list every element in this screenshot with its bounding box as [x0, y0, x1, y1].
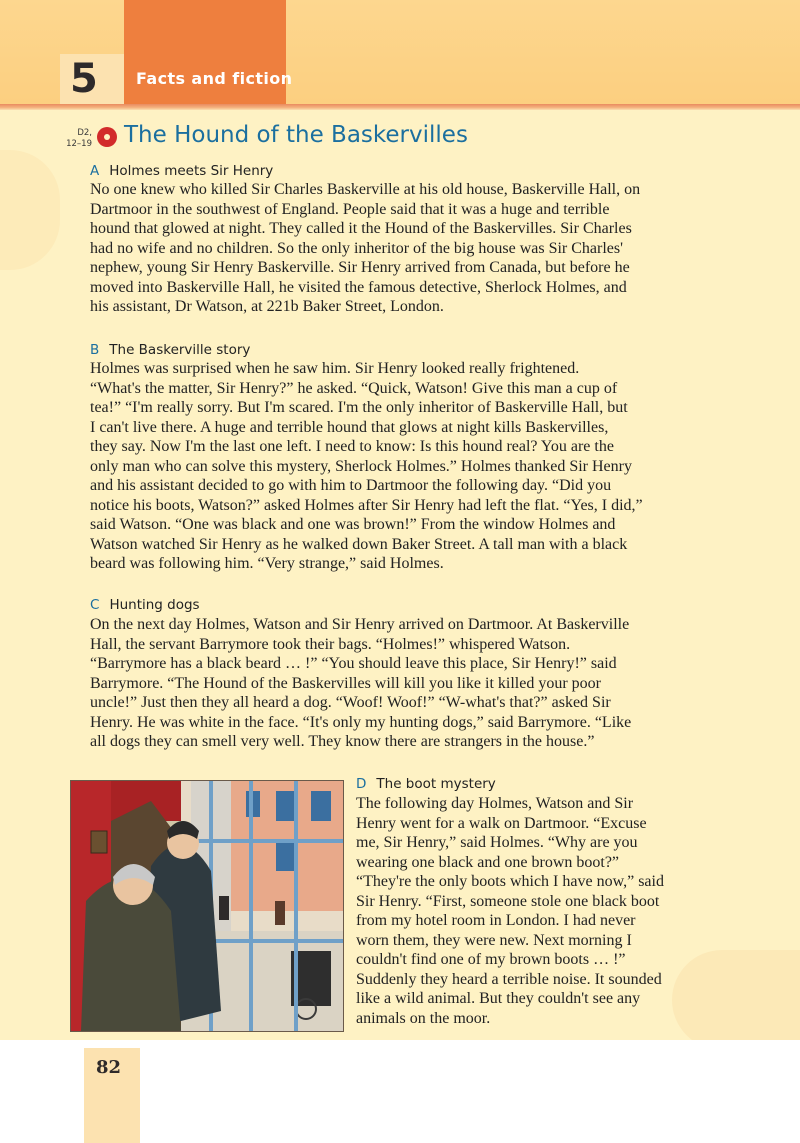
section-d-body	[356, 794, 716, 1028]
header-rule	[0, 104, 800, 110]
section-title: The boot mystery	[376, 776, 496, 792]
text-line: Sir Henry. “First, someone stole one black boot	[356, 892, 660, 910]
section-letter: B	[90, 342, 100, 358]
text-line: said Watson. “One was black and one was brown!” From the window Holmes and	[90, 516, 616, 533]
text-line: On the next day Holmes, Watson and Sir Henry arrived on Dartmoor. At Baskerville	[90, 616, 630, 633]
text-line: me, Sir Henry,” said Holmes. “Why are you	[356, 834, 638, 851]
section-title: The Baskerville story	[109, 342, 251, 358]
section-letter: D	[356, 776, 367, 792]
text-line: couldn't find one of my brown boots … !”	[356, 951, 626, 968]
chapter-title: Facts and fiction	[136, 69, 293, 88]
section-a-body	[90, 180, 740, 317]
section-a-heading	[90, 163, 273, 179]
text-line: Watson watched Sir Henry as he walked down Baker Street. A tall man with a black	[90, 535, 628, 553]
audio-disc: D2,	[77, 128, 92, 138]
text-line: like a wild animal. But they couldn't see any	[356, 990, 641, 1007]
section-title: Holmes meets Sir Henry	[109, 163, 274, 179]
text-line: nephew, young Sir Henry Baskerville. Sir Henry arrived from Canada, but before he	[90, 259, 630, 276]
text-line: “They're the only boots which I have now,” said	[356, 873, 664, 890]
text-line: they say. Now I'm the last one left. I need to know: Is this hound real? You are the	[90, 438, 614, 455]
audio-track-label	[58, 128, 92, 150]
text-line: Hall, the servant Barrymore took their bags. “Holmes!” whispered Watson.	[90, 635, 571, 653]
page-title: The Hound of the Baskervilles	[124, 122, 468, 148]
section-c-body	[90, 615, 740, 752]
decorative-horn-shape	[0, 150, 60, 270]
text-line: Henry went for a walk on Dartmoor. “Excuse	[356, 814, 647, 832]
section-letter: C	[90, 597, 100, 613]
text-line: Henry. He was white in the face. “It's only my hunting dogs,” said Barrymore. “Like	[90, 713, 632, 731]
illustration-holmes-watson-window	[70, 780, 344, 1032]
section-letter: A	[90, 163, 100, 179]
text-line: Barrymore. “The Hound of the Baskervilles will kill you like it killed your poor	[90, 674, 602, 692]
audio-tracks: 12–19	[66, 139, 92, 149]
text-line: notice his boots, Watson?” asked Holmes after Sir Henry had left the flat. “Yes, I did,”	[90, 496, 643, 514]
text-line: The following day Holmes, Watson and Sir	[356, 795, 634, 812]
text-line: worn them, they were new. Next morning I	[356, 931, 632, 949]
text-line: hound that glowed at night. They called it the Hound of the Baskervilles. Sir Charles	[90, 220, 632, 237]
chapter-number: 5	[70, 56, 98, 102]
text-line: only man who can solve this mystery, Sherlock Holmes.” Holmes thanked Sir Henry	[90, 457, 632, 475]
text-line: and his assistant decided to go with him to Dartmoor the following day. “Did you	[90, 477, 612, 494]
section-title: Hunting dogs	[109, 597, 200, 613]
section-d-heading	[356, 776, 496, 792]
audio-cd-icon[interactable]	[97, 127, 117, 147]
text-line: Holmes was surprised when he saw him. Sir Henry looked really frightened.	[90, 360, 580, 377]
section-b-body	[90, 359, 740, 574]
text-line: had no wife and no children. So the only inheritor of the big house was Sir Charles'	[90, 239, 623, 257]
text-line: uncle!” Just then they all heard a dog. “Woof! Woof!” “W-what's that?” asked Sir	[90, 694, 611, 711]
text-line: wearing one black and one brown boot?”	[356, 853, 620, 871]
text-line: Dartmoor in the southwest of England. People said that it was a huge and terrible	[90, 200, 610, 218]
text-line: all dogs they can smell very well. They know there are strangers in the house.”	[90, 733, 595, 750]
text-line: from my hotel room in London. I had never	[356, 912, 636, 929]
text-line: “What's the matter, Sir Henry?” he asked. “Quick, Watson! Give this man a cup of	[90, 379, 618, 397]
text-line: his assistant, Dr Watson, at 221b Baker Street, London.	[90, 298, 444, 315]
text-line: animals on the moor.	[356, 1009, 491, 1027]
text-line: moved into Baskerville Hall, he visited the famous detective, Sherlock Holmes, and	[90, 278, 627, 296]
page-number: 82	[96, 1057, 122, 1078]
section-c-heading	[90, 597, 200, 613]
text-line: Suddenly they heard a terrible noise. It sounded	[356, 970, 662, 988]
text-line: I can't live there. A huge and terrible hound that glows at night kills Baskervilles,	[90, 418, 609, 436]
text-line: No one knew who killed Sir Charles Baskerville at his old house, Baskerville Hall, on	[90, 181, 641, 198]
text-line: tea!” “I'm really sorry. But I'm scared. I'm the only inheritor of Baskerville Hall, but	[90, 399, 628, 416]
text-line: “Barrymore has a black beard … !” “You should leave this place, Sir Henry!” said	[90, 655, 617, 672]
section-b-heading	[90, 342, 250, 358]
text-line: beard was following him. “Very strange,” said Holmes.	[90, 555, 444, 572]
chapter-label-box	[124, 0, 286, 104]
